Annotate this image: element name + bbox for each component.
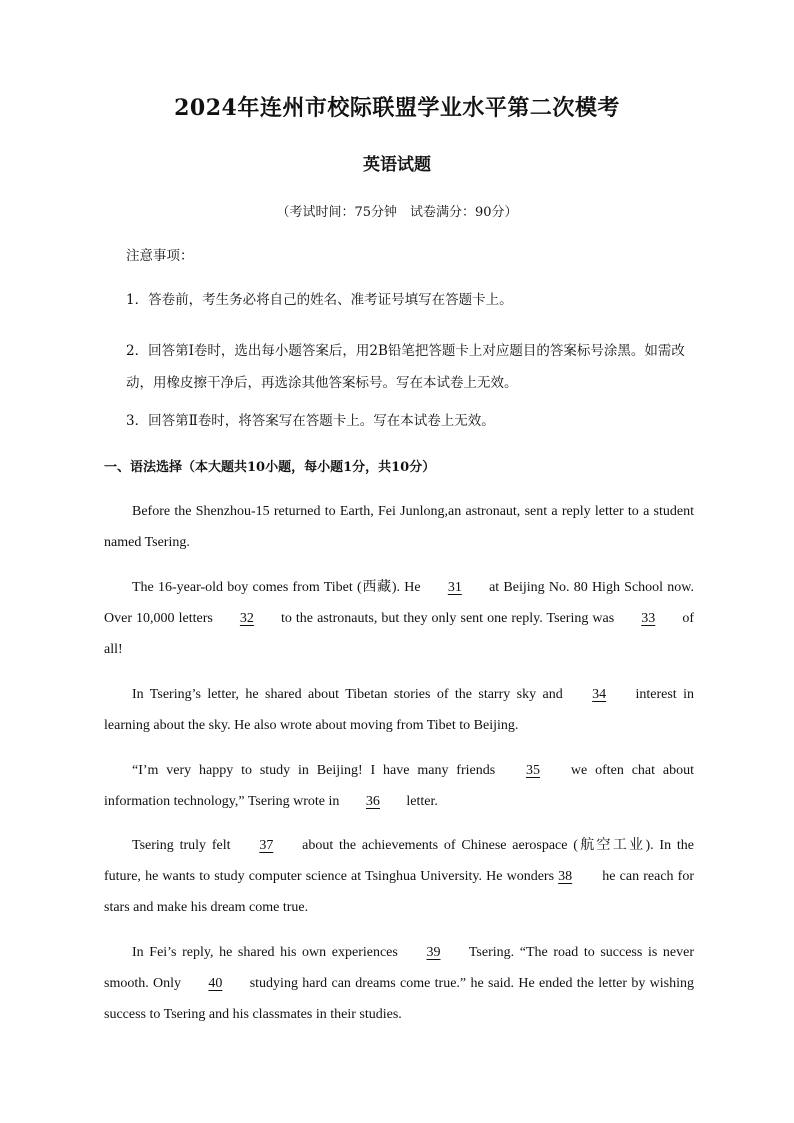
exam-title: 2024年连州市校际联盟学业水平第二次模考 [174, 95, 620, 121]
notice-item-2: 2．回答第Ⅰ卷时，选出每小题答案后，用2B铅笔把答题卡上对应题目的答案标号涂黑。如需改动，用橡皮擦干净后，再选涂其他答案标号。写在本试卷上无效。 [126, 343, 685, 391]
paragraph-text: In Tsering’s letter, he shared about Tibetan stories of the starry sky and [132, 687, 570, 702]
blank-32: 32 [239, 611, 254, 626]
blank-35: 35 [526, 763, 541, 778]
paragraph-text: we often chat about information technology,” Tsering wrote in [104, 763, 694, 809]
paragraph-text: interest in learning about the sky. He also wrote about moving from Tibet to Beijing. [104, 687, 694, 733]
blank-38: 38 [558, 869, 573, 884]
blank-36: 36 [365, 794, 380, 809]
passage-paragraph-6 [104, 937, 694, 1030]
blank-33: 33 [641, 611, 656, 626]
blank-39: 39 [426, 945, 441, 960]
paragraph-text: Tsering truly felt [132, 838, 237, 853]
exam-info: （考试时间：75分钟 试卷满分：90分） [276, 205, 518, 220]
section-heading-grammar: 一、语法选择（本大题共10小题，每小题1分，共10分） [104, 460, 436, 475]
passage-paragraph-4 [104, 755, 694, 817]
paragraph-text: about the achievements of Chinese aerospace (航空工业). In the future, he wants to study computer science at Tsinghua University. He wonders [104, 838, 695, 884]
blank-40: 40 [208, 976, 223, 991]
paragraph-text: Tsering. “The road to success is never smooth. Only [104, 945, 694, 991]
paragraph-text: Before the Shenzhou-15 returned to Earth, Fei Junlong,an astronaut, sent a reply letter to a student named Tsering. [104, 504, 694, 550]
passage-paragraph-3 [104, 679, 694, 741]
notice-heading: 注意事项： [126, 248, 194, 264]
paragraph-text: he can reach for stars and make his dream come true. [104, 869, 694, 915]
paragraph-text: to the astronauts, but they only sent one reply. Tsering was [276, 611, 619, 626]
blank-31: 31 [447, 580, 462, 595]
paragraph-text: studying hard can dreams come true.” he said. He ended the letter by wishing success to Tsering and his classmates in their studies. [104, 976, 694, 1022]
blank-34: 34 [592, 687, 607, 702]
notice-item-1: 1．答卷前，考生务必将自己的姓名、准考证号填写在答题卡上。 [126, 292, 513, 308]
passage-paragraph-2 [104, 572, 694, 665]
notice-item-3: 3．回答第Ⅱ卷时，将答案写在答题卡上。写在本试卷上无效。 [126, 413, 495, 429]
exam-subtitle: 英语试题 [363, 155, 431, 175]
paragraph-text: letter. [402, 794, 438, 809]
paragraph-text: of all! [104, 611, 694, 657]
paragraph-text: “I’m very happy to study in Beijing! I have many friends [132, 763, 504, 778]
paragraph-text: In Fei’s reply, he shared his own experiences [132, 945, 404, 960]
passage-paragraph-1 [104, 496, 694, 558]
passage-paragraph-5 [104, 830, 694, 923]
paragraph-text: The 16-year-old boy comes from Tibet (西藏). He [132, 580, 425, 595]
paragraph-text: at Beijing No. 80 High School now. Over 10,000 letters [104, 580, 695, 626]
blank-37: 37 [259, 838, 274, 853]
